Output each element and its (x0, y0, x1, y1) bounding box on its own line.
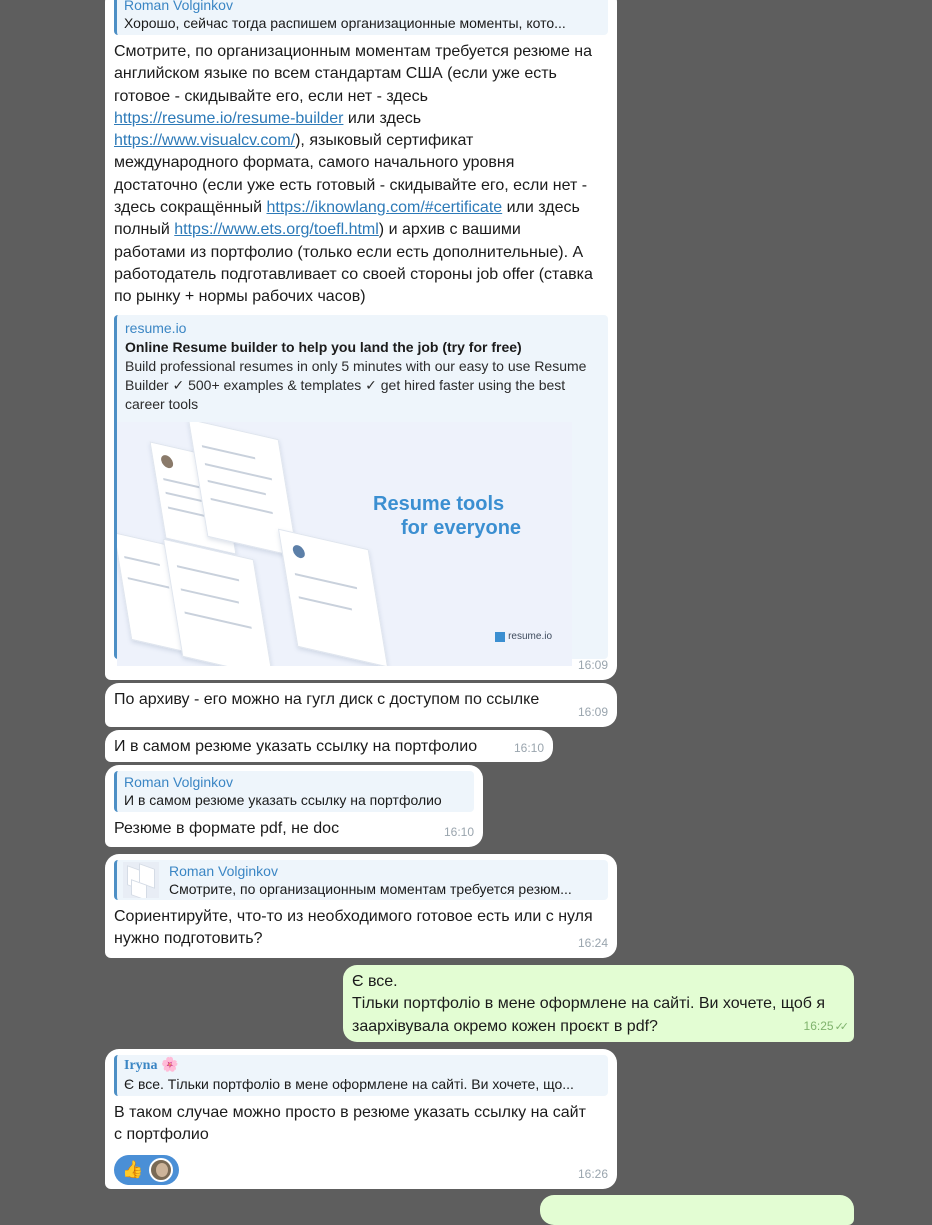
message-text (114, 41, 594, 309)
reactor-avatar (149, 1158, 173, 1182)
resume-io-logo-icon (495, 632, 505, 642)
reply-author: Iryna 🌸 (124, 1058, 179, 1073)
message-line: Є все. (352, 973, 398, 990)
brand-label: resume.io (508, 631, 552, 643)
message-text: Сориентируйте, что-то из необходимого готовое есть или с нуля нужно подготовить? (114, 908, 593, 948)
message-text: И в самом резюме указать ссылку на портфолио (114, 738, 478, 755)
preview-site: resume.io (125, 319, 187, 336)
message-bubble[interactable] (105, 854, 617, 958)
reply-text: И в самом резюме указать ссылку на портфолио (124, 792, 442, 808)
reply-author: Roman Volginkov (124, 0, 233, 13)
tagline-line-1: Resume tools (373, 493, 505, 516)
link-resume-io[interactable]: https://resume.io/resume-builder (114, 109, 344, 127)
preview-description: Build professional resumes in only 5 minutes with our easy to use Resume Builder ✓ 500+ examples & templates ✓ get hired faster using the best career tools (125, 357, 587, 413)
message-text-part: ), языковый сертификат международного формата, самого начального уровня достаточно (если уже есть готовый - скидывайте его, если нет - здесь сокращённый (114, 132, 588, 217)
message-time: 16:09 (577, 658, 608, 672)
message-time (804, 1015, 845, 1038)
link-ets-toefl[interactable]: https://www.ets.org/toefl.html (174, 221, 379, 239)
message-text: По архиву - его можно на гугл диск с доступом по ссылке (114, 691, 540, 708)
reply-author: Roman Volginkov (124, 774, 233, 790)
message-bubble-outgoing[interactable] (343, 965, 854, 1042)
message-time: 16:09 (577, 705, 608, 719)
message-bubble[interactable] (105, 1049, 617, 1189)
message-bubble[interactable] (105, 0, 617, 680)
reply-text: Хорошо, сейчас тогда распишем организационные моменты, кото... (124, 15, 566, 31)
reply-quote[interactable] (114, 771, 474, 812)
read-checkmarks-icon: ✓✓ (834, 1021, 845, 1033)
reply-quote[interactable] (114, 1055, 608, 1096)
preview-title: Online Resume builder to help you land the job (try for free) (125, 338, 522, 355)
reply-thumbnail (123, 862, 159, 898)
reply-text: Є все. Тільки портфоліо в мене оформлене на сайті. Ви хочете, що... (124, 1076, 574, 1092)
message-bubble[interactable] (105, 765, 483, 847)
reaction-pill[interactable] (114, 1155, 179, 1185)
message-text-part: ) и архив с вашими работами из портфолио (только если есть дополнительные). А работодатель подготавливает со своей стороны job offer (ставка по рынку + нормы рабочих часов) (114, 221, 593, 306)
thumbs-up-icon: 👍 (122, 1159, 144, 1179)
link-preview[interactable] (114, 315, 608, 659)
message-time: 16:24 (577, 936, 608, 950)
preview-image[interactable] (117, 422, 572, 666)
message-text: В таком случае можно просто в резюме указать ссылку на сайт с портфолио (114, 1104, 586, 1144)
message-text-part: или здесь (343, 109, 422, 127)
tagline-line-2: for everyone (401, 517, 522, 540)
preview-image-tagline (373, 492, 521, 540)
link-iknowlang[interactable]: https://iknowlang.com/#certificate (266, 199, 503, 217)
reply-text: Смотрите, по организационным моментам требуется резюм... (169, 881, 572, 897)
link-visualcv[interactable]: https://www.visualcv.com/ (114, 132, 296, 150)
reply-author: Roman Volginkov (169, 863, 278, 879)
preview-image-brand (495, 626, 552, 648)
message-text (352, 971, 845, 1038)
message-text: Резюме в формате pdf, не doc (114, 820, 340, 837)
message-line: Тільки портфоліо в мене оформлене на сайті. Ви хочете, щоб я заархівувала окремо кожен проєкт в pdf? (352, 995, 826, 1035)
message-text-part: Смотрите, по организационным моментам требуется резюме на английском языке по всем стандартам США (если уже есть готовое - скидывайте его, если нет - здесь (114, 43, 593, 105)
message-bubble[interactable] (105, 730, 553, 762)
resume-template-thumbnail (278, 529, 388, 666)
reply-quote[interactable] (114, 0, 608, 35)
reply-quote[interactable] (114, 860, 608, 900)
message-time: 16:10 (513, 741, 544, 755)
message-bubble[interactable] (105, 683, 617, 727)
time-label: 16:25 (803, 1019, 834, 1033)
message-time: 16:26 (577, 1167, 608, 1181)
message-text-part: или здесь полный (114, 199, 580, 239)
message-time: 16:10 (443, 825, 474, 839)
